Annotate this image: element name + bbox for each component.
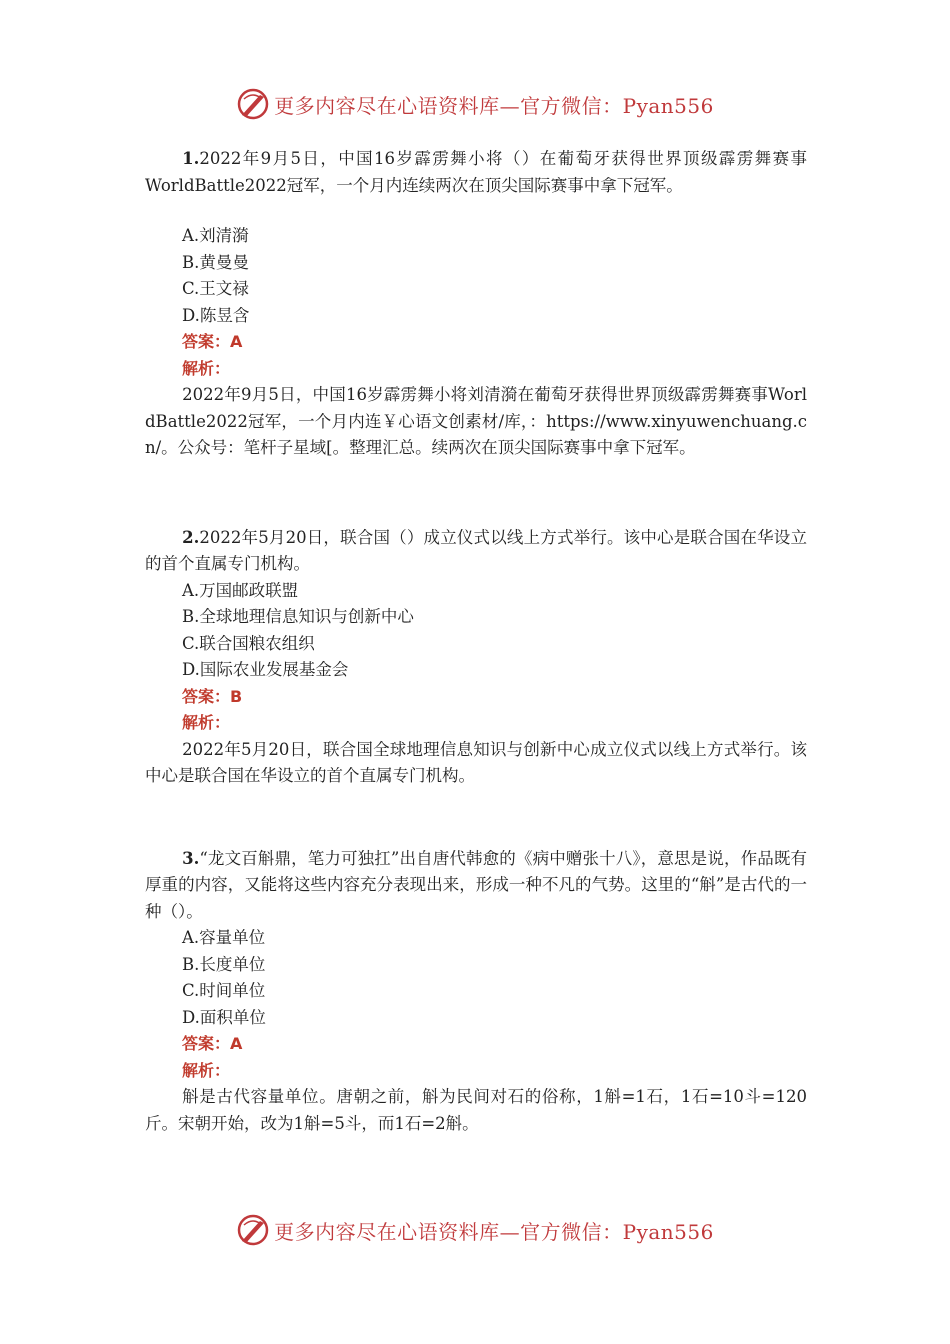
option-d: D.陈昱含 — [182, 305, 250, 325]
option-a: A.刘清漪 — [182, 226, 249, 245]
option-b: B.全球地理信息知识与创新中心 — [182, 607, 414, 626]
option-a: A.万国邮政联盟 — [182, 580, 299, 600]
option-b: B.长度单位 — [182, 954, 266, 974]
analysis-label: 解析： — [182, 713, 231, 732]
explanation: 2022年5月20日，联合国全球地理信息知识与创新中心成立仪式以线上方式举行。该中心是联合国在华设立的首个直属专门机构。 — [145, 739, 807, 785]
banner-text: 更多内容尽在心语资料库—官方微信：Pyan556 — [274, 93, 714, 118]
explanation: 2022年9月5日，中国16岁霹雳舞小将刘清漪在葡萄牙获得世界顶级霹雳舞赛事WorldBattle2022冠军，一个月内连￥心语文创素材/库，：https://www.xinyuwenchuang.cn/。公众号：笔杆子星域[。整理汇总。续两次在顶尖国际赛事中拿下冠军。 — [145, 385, 807, 457]
option-d: D.面积单位 — [182, 1007, 266, 1027]
pen-logo-icon — [236, 87, 270, 121]
option-b: B.黄曼曼 — [182, 252, 249, 272]
answer: 答案：A — [182, 1034, 243, 1053]
option-d: D.国际农业发展基金会 — [182, 660, 349, 679]
question-2 — [145, 525, 807, 790]
question-stem: 3.“龙文百斛鼎，笔力可独扛”出自唐代韩愈的《病中赠张十八》，意思是说，作品既有厚重的内容，又能将这些内容充分表现出来，形成一种不凡的气势。这里的“斛”是古代的一种（）。 — [145, 848, 807, 921]
banner-text: 更多内容尽在心语资料库—官方微信：Pyan556 — [274, 1219, 714, 1244]
question-1 — [145, 146, 807, 462]
question-stem: 1.2022年9月5日，中国16岁霹雳舞小将（）在葡萄牙获得世界顶级霹雳舞赛事WorldBattle2022冠军，一个月内连续两次在顶尖国际赛事中拿下冠军。 — [145, 149, 807, 195]
document-body — [145, 146, 807, 1137]
answer: 答案：A — [182, 332, 243, 351]
answer: 答案：B — [182, 686, 243, 706]
analysis-label: 解析： — [182, 1060, 231, 1080]
question-stem: 2.2022年5月20日，联合国（）成立仪式以线上方式举行。该中心是联合国在华设立的首个直属专门机构。 — [145, 527, 807, 573]
question-3 — [145, 846, 807, 1138]
analysis-label: 解析： — [182, 358, 231, 378]
explanation: 斛是古代容量单位。唐朝之前，斛为民间对石的俗称，1斛=1石，1石=10斗=120斤。宋朝开始，改为1斛=5斗，而1石=2斛。 — [145, 1087, 807, 1133]
option-c: C.联合国粮农组织 — [182, 633, 315, 653]
option-c: C.时间单位 — [182, 981, 266, 1000]
option-a: A.容量单位 — [182, 928, 266, 947]
pen-logo-icon — [236, 1213, 270, 1247]
footer-banner — [0, 1210, 950, 1250]
header-banner — [0, 84, 950, 124]
option-c: C.王文禄 — [182, 279, 249, 298]
